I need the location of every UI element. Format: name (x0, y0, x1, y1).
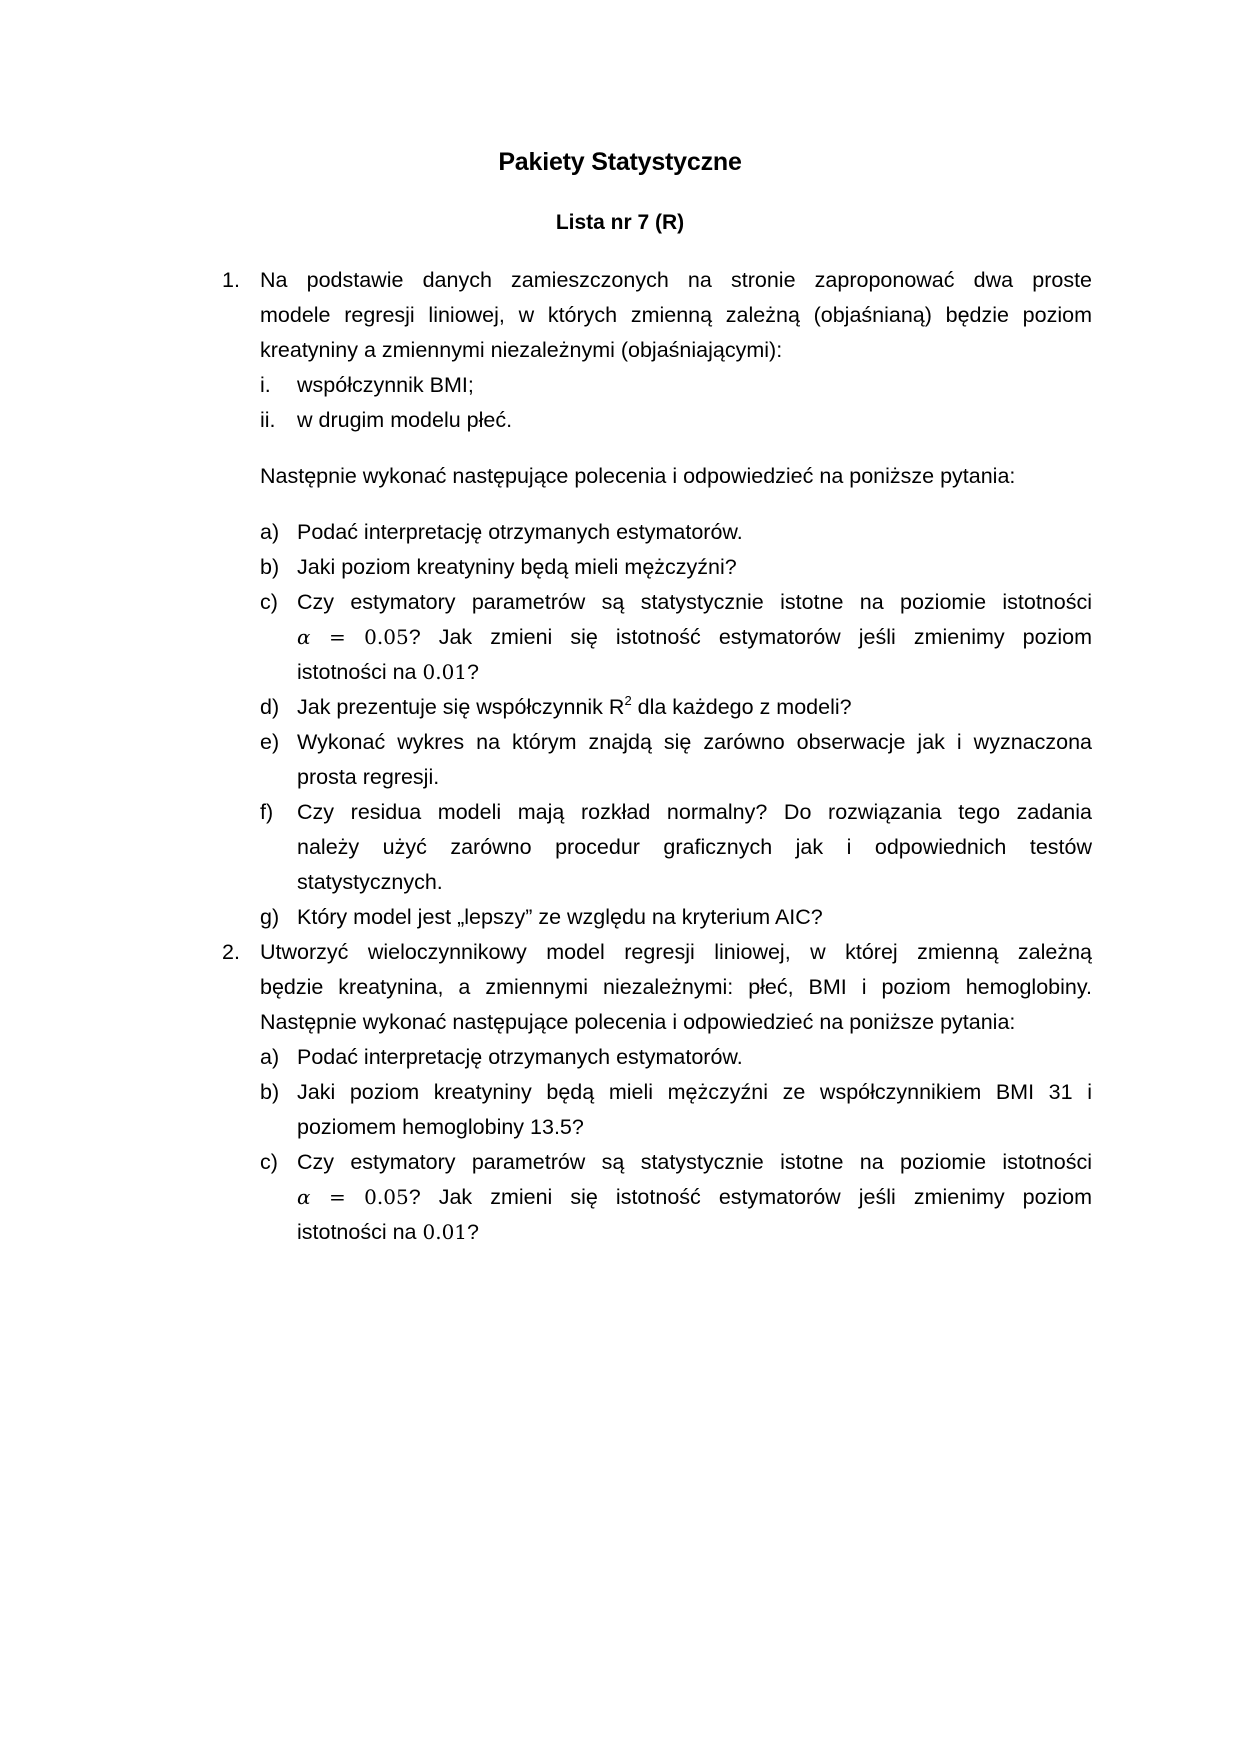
item-marker: c) (260, 590, 278, 614)
task1-item-f-line3: statystycznych. (297, 870, 443, 894)
task1-variant-marker: ii. (260, 408, 276, 432)
item-marker: g) (260, 905, 280, 929)
document-title: Pakiety Statystyczne (498, 148, 742, 176)
task1-item-c-line1: Czy estymatory parametrów są statystycznie istotne na poziomie istotności (297, 590, 1092, 614)
task2-item-c-line2: α = 0.05? Jak zmieni się istotność estymatorów jeśli zmienimy poziom (297, 1185, 1092, 1209)
item-marker: a) (260, 1045, 280, 1069)
task1-variant-marker: i. (260, 373, 271, 397)
task1-item-e-line1: Wykonać wykres na którym znajdą się zarówno obserwacje jak i wyznaczona (297, 730, 1092, 754)
task1-item-c-line2: α = 0.05? Jak zmieni się istotność estymatorów jeśli zmienimy poziom (297, 625, 1092, 649)
item-marker: a) (260, 520, 280, 544)
task1-variant-text: w drugim modelu płeć. (297, 408, 513, 432)
task1-item-d: Jak prezentuje się współczynnik $R^2$ dla każdego z modeli? (297, 693, 852, 719)
task1-intro-line3: kreatyniny a zmiennymi niezależnymi (objaśniającymi): (260, 338, 783, 362)
alpha-formula: α = 0.05 (297, 625, 409, 649)
task1-item-f-line1: Czy residua modeli mają rozkład normalny? Do rozwiązania tego zadania (297, 800, 1092, 824)
task2-item-c-line3: istotności na 0.01? (297, 1220, 479, 1244)
task1-item-c-line3: istotności na 0.01? (297, 660, 479, 684)
task1-item-b: Jaki poziom kreatyniny będą mieli mężczyźni? (297, 555, 737, 579)
item-marker: f) (260, 800, 274, 824)
item-marker: b) (260, 1080, 280, 1104)
task2-item-b-line2: poziomem hemoglobiny 13.5? (297, 1115, 584, 1139)
item-marker: e) (260, 730, 280, 754)
task1-item-a: Podać interpretację otrzymanych estymatorów. (297, 520, 743, 544)
task2-number: 2. (222, 940, 240, 964)
item-marker: c) (260, 1150, 278, 1174)
item-marker: b) (260, 555, 280, 579)
task1-instruction: Następnie wykonać następujące polecenia i odpowiedzieć na poniższe pytania: (260, 464, 1016, 488)
task2-line3: Następnie wykonać następujące polecenia i odpowiedzieć na poniższe pytania: (260, 1010, 1016, 1034)
task1-item-g: Który model jest „lepszy” ze względu na kryterium AIC? (297, 905, 823, 929)
task2-item-c-line1: Czy estymatory parametrów są statystycznie istotne na poziomie istotności (297, 1150, 1092, 1174)
task2-line1: Utworzyć wieloczynnikowy model regresji liniowej, w której zmienną zależną (260, 940, 1092, 964)
document-subtitle: Lista nr 7 (R) (555, 211, 685, 234)
task1-intro-line1: Na podstawie danych zamieszczonych na stronie zaproponować dwa proste (260, 268, 1092, 292)
task2-item-a: Podać interpretację otrzymanych estymatorów. (297, 1045, 743, 1069)
task1-intro-line2: modele regresji liniowej, w których zmienną zależną (objaśnianą) będzie poziom (260, 303, 1092, 327)
alpha-formula: α = 0.05 (297, 1185, 409, 1209)
task1-item-e-line2: prosta regresji. (297, 765, 440, 789)
task1-number: 1. (222, 268, 240, 292)
task1-variant-text: współczynnik BMI; (297, 373, 474, 397)
task2-item-b-line1: Jaki poziom kreatyniny będą mieli mężczyźni ze współczynnikiem BMI 31 i (297, 1080, 1092, 1104)
task1-item-f-line2: należy użyć zarówno procedur graficznych jak i odpowiednich testów (297, 835, 1092, 859)
item-marker: d) (260, 695, 280, 719)
task2-line2: będzie kreatynina, a zmiennymi niezależnymi: płeć, BMI i poziom hemoglobiny. (260, 975, 1092, 999)
